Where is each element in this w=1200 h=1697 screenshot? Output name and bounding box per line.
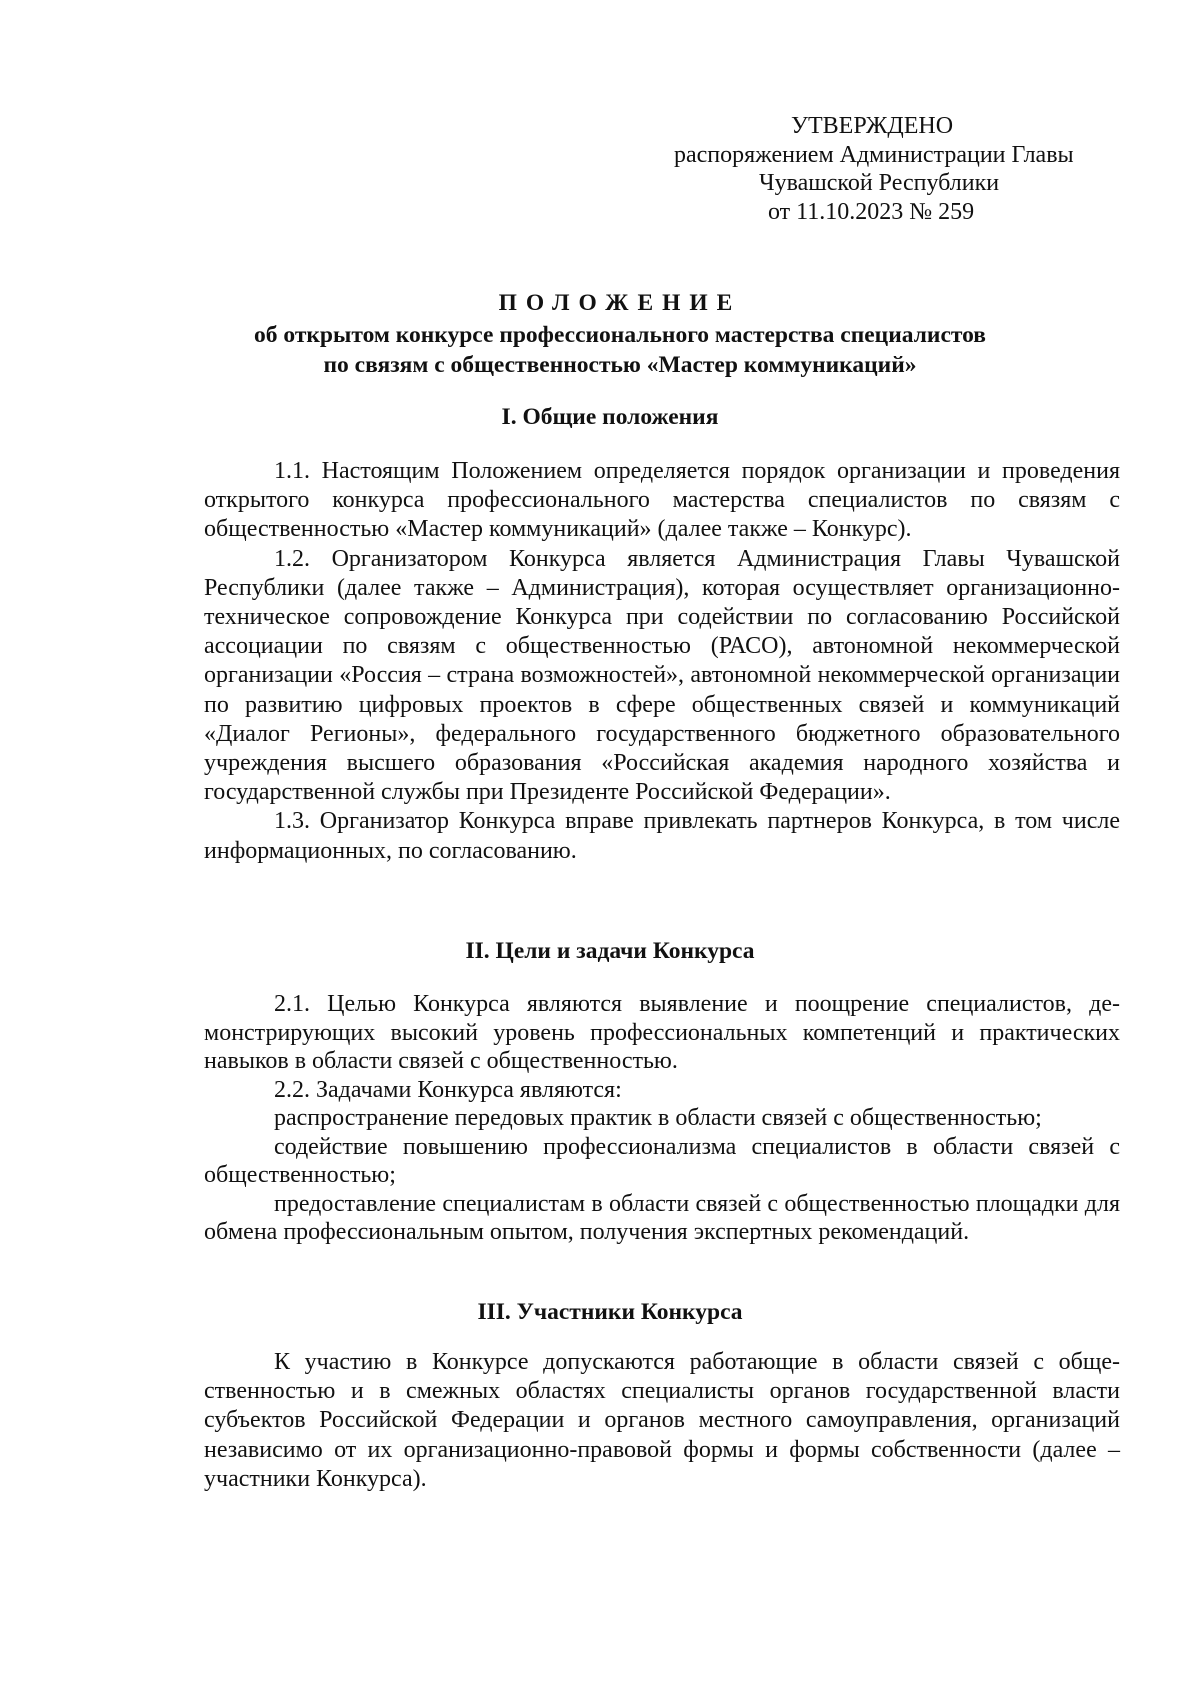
document-subtitle-line-1: об открытом конкурсе профессионального мастерства специалистов xyxy=(254,322,986,348)
task-item-3: предоставление специалистам в области связей с общественностью площадки для обмена профессиональным опытом, получения экспертных рекомендаций. xyxy=(204,1190,1120,1245)
task-item-2: содействие повышению профессионализма специалистов в области связей с общественностью; xyxy=(204,1133,1120,1188)
approval-stamp xyxy=(640,112,1140,226)
approval-region: Чувашской Республики xyxy=(759,170,1000,196)
paragraph-1-1: 1.1. Настоящим Положением определяется порядок организации и проведения открытого конкурса профессионального мастерства специалистов по связям с общественностью «Мастер коммуникаций» (далее также – Конкурс). xyxy=(204,458,1120,543)
approval-title: УТВЕРЖДЕНО xyxy=(791,113,954,139)
section-heading-participants: III. Участники Конкурса xyxy=(477,1299,743,1325)
document-title: ПОЛОЖЕНИЕ xyxy=(498,290,742,316)
paragraph-2-2: 2.2. Задачами Конкурса являются: xyxy=(274,1076,622,1103)
paragraph-2-1: 2.1. Целью Конкурса являются выявление и поощрение специалистов, демонстрирующих высокий уровень профессиональных компетенций и практических навыков в области связей с общественностью. xyxy=(204,991,1120,1074)
paragraph-3-1: К участию в Конкурсе допускаются работающие в области связей с общественностью и в смежных областях специалисты органов государственной власти субъектов Российской Федерации и органов местного самоуправления, организаций независимо от их организационно-правовой формы и формы собственности (далее – участники Конкурса). xyxy=(204,1349,1120,1492)
section-heading-general: I. Общие положения xyxy=(501,404,719,430)
section-general-body xyxy=(204,457,1120,866)
section-goals-body xyxy=(204,990,1120,1247)
paragraph-1-3: 1.3. Организатор Конкурса вправе привлекать партнеров Конкурса, в том числе информационных, по согласованию. xyxy=(204,808,1120,864)
document-title-block xyxy=(180,288,1060,380)
approval-date-number: от 11.10.2023 № 259 xyxy=(768,198,975,225)
approval-authority: распоряжением Администрации Главы xyxy=(674,141,1074,168)
paragraph-1-2: 1.2. Организатором Конкурса является Администрация Главы Чувашской Республики (далее также – Администрация), которая осуществляет организационно-техническое сопровождение Конкурса при содействии по согласованию Российской ассоциации по связям с общественностью (РАСО), автономной некоммерческой организации «Россия – страна возможностей», автономной некоммерческой организации по развитию цифровых проектов в сфере общественных связей и коммуникаций «Диалог Регионы», федерального государственного бюджетного образовательного учреждения высшего образования «Российская академия народного хозяйства и государственной службы при Президенте Российской Федерации». xyxy=(204,545,1120,806)
task-item-1: распространение передовых практик в области связей с общественностью; xyxy=(274,1105,1042,1131)
section-heading-goals: II. Цели и задачи Конкурса xyxy=(465,938,755,964)
document-subtitle-line-2: по связям с общественностью «Мастер коммуникаций» xyxy=(323,352,917,378)
section-participants-body xyxy=(204,1348,1120,1494)
